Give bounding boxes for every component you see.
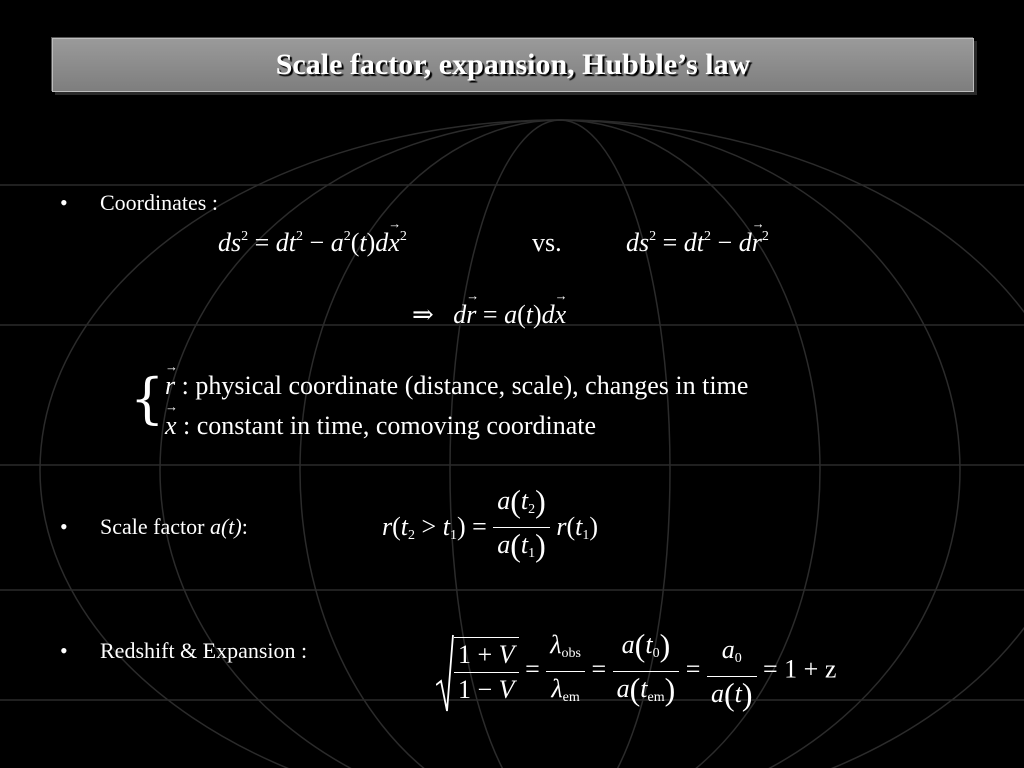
bullet-coordinates: Coordinates : (100, 190, 218, 215)
lambda-em-subscript: em (562, 690, 580, 705)
scale-factor-equation: $r(t_2 > t_1)$ = $\frac{a(t_2)}{a(t_1)}$ $r(t_1)$ (382, 483, 599, 563)
bullet-marker: • (60, 638, 68, 663)
bullet-marker: • (60, 514, 68, 539)
implies-equation: ⇒ d→ r = a(t)d→ x (412, 300, 566, 330)
sqrt-sign (436, 633, 454, 715)
metric-equation-flat: $ds^2 = dt^2 - d\to r^2$ (626, 228, 769, 258)
definition-x-text: : constant in time, comoving coordinate (183, 411, 597, 440)
slide-title: Scale factor, expansion, Hubble’s law (275, 48, 751, 81)
bullet-scale-factor-symbol: a(t) (209, 514, 242, 539)
bullet-scale-factor-colon: : (241, 514, 248, 539)
title-bar (52, 38, 974, 92)
bullet-marker: • (60, 190, 68, 215)
metric-equation-expanding: $ds^2 = dt^2 - a^2(t)d\to x^2$ (218, 228, 407, 258)
bullet-scale-factor (100, 514, 248, 540)
bullet-scale-factor-label: Scale factor (100, 514, 210, 539)
bullet-redshift: Redshift & Expansion : (100, 638, 308, 663)
definition-r: → r : physical coordinate (distance, scale), changes in time (165, 371, 748, 401)
redshift-equation: $\frac{1 + V}{1 - V}$ = $\frac{\lambda_{obs}}{\lambda_{em}}$ = $\frac{a(t_0)}{a(t_{em})}$ = $\frac{a_0}{a(t)}$ = 1 + z (436, 628, 836, 715)
lambda-obs-subscript: obs (561, 646, 581, 661)
implies-symbol: ⇒ (412, 300, 434, 329)
versus-label: vs. (532, 228, 562, 257)
definitions-brace: { (130, 367, 165, 430)
definition-x: → x : constant in time, comoving coordinate (165, 411, 596, 441)
definition-r-text: : physical coordinate (distance, scale), changes in time (181, 371, 749, 400)
redshift-tail: = 1 + z (763, 654, 837, 684)
